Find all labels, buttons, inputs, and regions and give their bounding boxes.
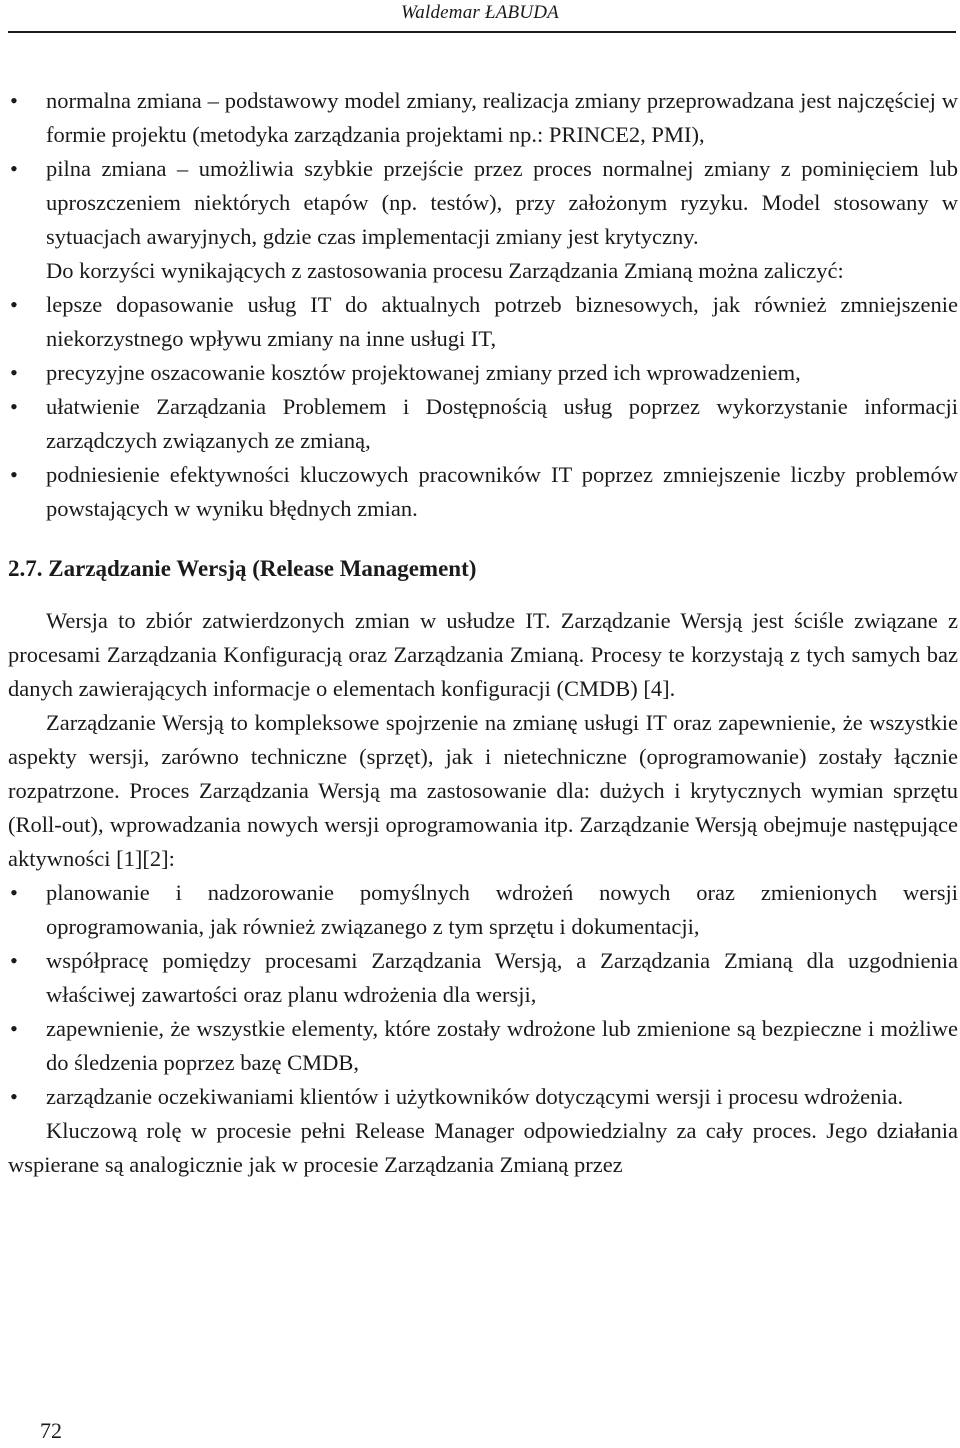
change-types-list	[8, 84, 958, 254]
list-item: • precyzyjne oszacowanie kosztów projektowanej zmiany przed ich wprowadzeniem,	[46, 356, 958, 390]
paragraph: Kluczową rolę w procesie pełni Release Manager odpowiedzialny za cały proces. Jego działania wspierane są analogicznie jak w procesie Zarządzania Zmianą przez	[8, 1118, 958, 1177]
list-item: • planowanie i nadzorowanie pomyślnych wdrożeń nowych oraz zmienionych wersji oprogramowania, jak również związanego z tym sprzętu i dokumentacji,	[46, 876, 958, 944]
benefits-list	[8, 288, 958, 526]
page-body	[8, 84, 958, 1182]
list-item: • zapewnienie, że wszystkie elementy, które zostały wdrożone lub zmienione są bezpieczne i możliwe do śledzenia poprzez bazę CMDB,	[46, 1012, 958, 1080]
list-item: • ułatwienie Zarządzania Problemem i Dostępnością usług poprzez wykorzystanie informacji zarządczych związanych ze zmianą,	[46, 390, 958, 458]
paragraph: Do korzyści wynikających z zastosowania procesu Zarządzania Zmianą można zaliczyć:	[46, 258, 844, 283]
list-item: • współpracę pomiędzy procesami Zarządzania Wersją, a Zarządzania Zmianą dla uzgodnienia właściwej zawartości oraz planu wdrożenia dla wersji,	[46, 944, 958, 1012]
list-item: • pilna zmiana – umożliwia szybkie przejście przez proces normalnej zmiany z pominięciem lub uproszczeniem niektórych etapów (np. testów), przy założonym ryzyku. Model stosowany w sytuacjach awaryjnych, gdzie czas implementacji zmiany jest krytyczny.	[46, 152, 958, 254]
paragraph: Wersja to zbiór zatwierdzonych zmian w usłudze IT. Zarządzanie Wersją jest ściśle związane z procesami Zarządzania Konfiguracją oraz Zarządzania Zmianą. Procesy te korzystają z tych samych baz danych zawierających informacje o elementach konfiguracji (CMDB) [4].	[8, 608, 958, 701]
page-number: 72	[40, 1418, 62, 1443]
paragraph: Zarządzanie Wersją to kompleksowe spojrzenie na zmianę usługi IT oraz zapewnienie, że wszystkie aspekty wersji, zarówno techniczne (sprzęt), jak i nietechniczne (oprogramowanie) zostały łącznie rozpatrzone. Proces Zarządzania Wersją ma zastosowanie dla: dużych i krytycznych wymian sprzętu (Roll-out), wprowadzania nowych wersji oprogramowania itp. Zarządzanie Wersją obejmuje następujące aktywności [1][2]:	[8, 710, 958, 871]
header-rule	[8, 31, 956, 33]
list-item: • zarządzanie oczekiwaniami klientów i użytkowników dotyczącymi wersji i procesu wdrożenia.	[46, 1080, 958, 1114]
header-author: Waldemar ŁABUDA	[401, 2, 559, 23]
running-header	[0, 0, 960, 40]
activities-list	[8, 876, 958, 1114]
list-item: • normalna zmiana – podstawowy model zmiany, realizacja zmiany przeprowadzana jest najczęściej w formie projektu (metodyka zarządzania projektami np.: PRINCE2, PMI),	[46, 84, 958, 152]
list-item: • lepsze dopasowanie usług IT do aktualnych potrzeb biznesowych, jak również zmniejszenie niekorzystnego wpływu zmiany na inne usługi IT,	[46, 288, 958, 356]
list-item: • podniesienie efektywności kluczowych pracowników IT poprzez zmniejszenie liczby problemów powstających w wyniku błędnych zmian.	[46, 458, 958, 526]
section-heading: 2.7. Zarządzanie Wersją (Release Management)	[8, 556, 477, 581]
